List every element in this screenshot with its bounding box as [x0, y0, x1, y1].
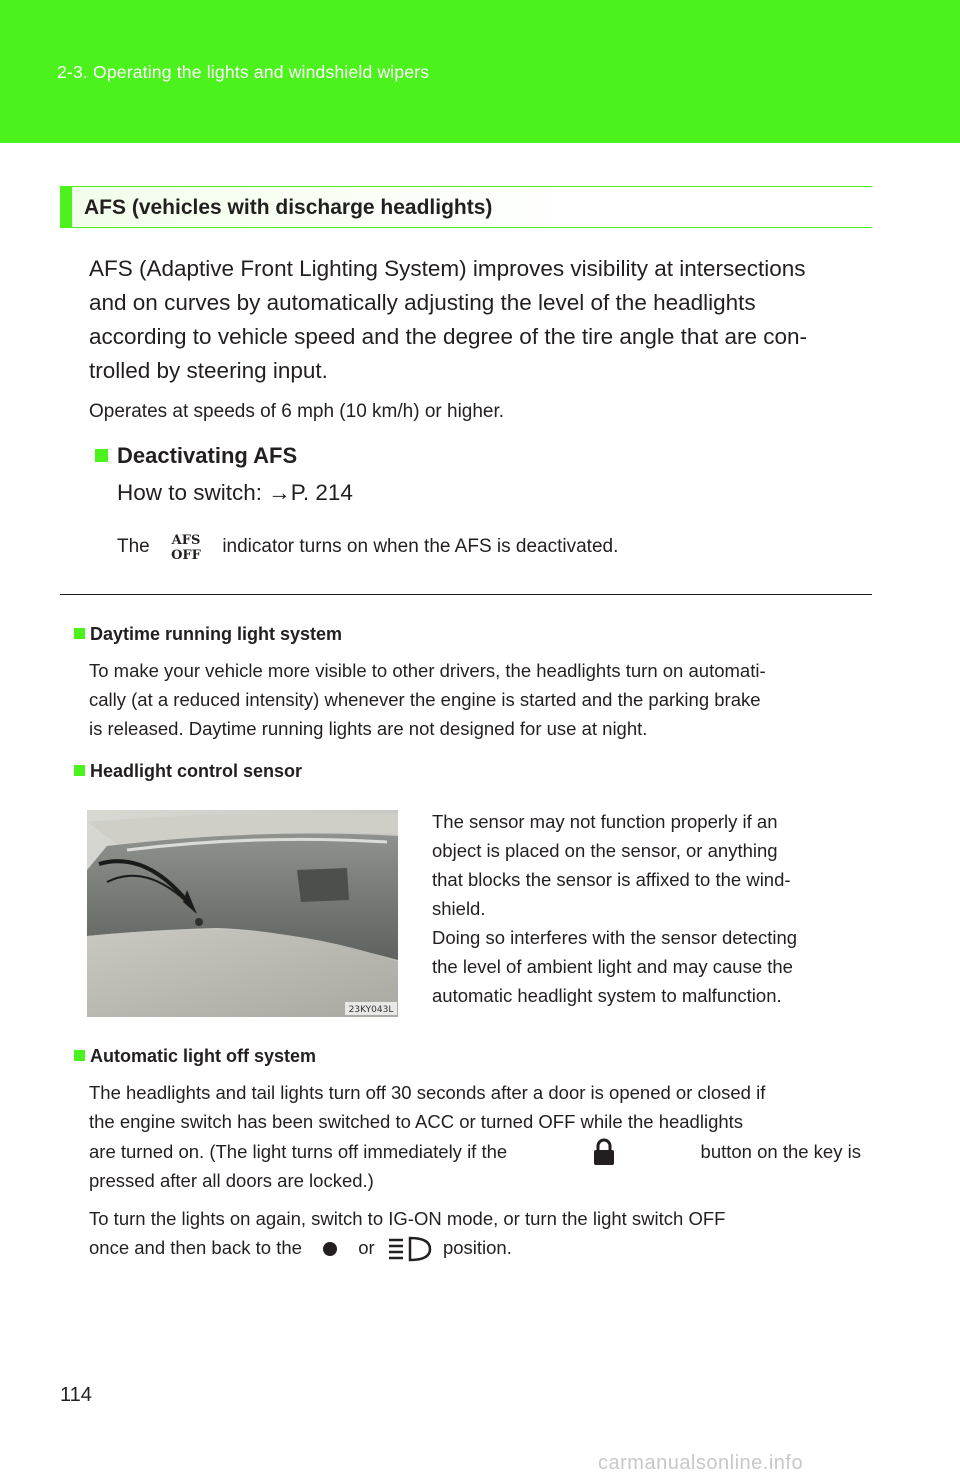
how-to-switch-line — [117, 480, 353, 506]
note-line: The headlights and tail lights turn off 30 seconds after a door is opened or closed if — [89, 1082, 766, 1103]
square-bullet-icon — [74, 765, 85, 776]
page-number: 114 — [60, 1384, 92, 1406]
intro-line: and on curves by automatically adjusting the level of the headlights — [89, 290, 756, 315]
text-before-lock: are turned on. (The light turns off immediately if the — [89, 1140, 508, 1162]
headlight-icon — [386, 1236, 432, 1262]
note-body-auto-off — [89, 1078, 861, 1262]
sensor-line: that blocks the sensor is affixed to the wind- — [432, 869, 791, 890]
sensor-line: shield. — [432, 898, 486, 919]
note-line: To turn the lights on again, switch to IG-ON mode, or turn the light switch OFF — [89, 1208, 726, 1229]
how-to-label: How to switch: — [117, 480, 269, 505]
note-body-daytime — [89, 656, 861, 743]
intro-line: AFS (Adaptive Front Lighting System) improves visibility at intersections — [89, 256, 806, 281]
sensor-line: The sensor may not function properly if an — [432, 811, 778, 832]
arrow-icon: → — [268, 480, 291, 505]
indicator-text-before: The — [117, 536, 150, 557]
square-bullet-icon — [74, 1050, 85, 1061]
windshield-illustration — [87, 810, 398, 1017]
header-band — [0, 0, 960, 143]
intro-line: according to vehicle speed and the degree of the tire angle that are con- — [89, 324, 807, 349]
lock-icon — [589, 1136, 619, 1166]
afs-icon-line1: AFS — [171, 533, 201, 548]
speed-note: Operates at speeds of 6 mph (10 km/h) or higher. — [89, 401, 505, 422]
sensor-line: the level of ambient light and may cause the — [432, 956, 793, 977]
photo-code-label: 23KY043L — [348, 1005, 394, 1015]
note-line: cally (at a reduced intensity) whenever the engine is started and the parking brake — [89, 689, 761, 710]
intro-line: trolled by steering input. — [89, 358, 328, 383]
note-heading-sensor — [74, 761, 302, 782]
section-divider — [60, 594, 872, 595]
section-title: AFS (vehicles with discharge headlights) — [84, 196, 493, 219]
indicator-text-after: indicator turns on when the AFS is deactivated. — [222, 536, 619, 557]
text-after-icons: position. — [442, 1237, 512, 1258]
sensor-line: object is placed on the sensor, or anything — [432, 840, 778, 861]
square-bullet-icon — [95, 449, 108, 462]
text-or: or — [358, 1237, 375, 1258]
deactivating-afs-label: Deactivating AFS — [117, 443, 298, 468]
sensor-line: Doing so interferes with the sensor detecting — [432, 927, 798, 948]
section-accent — [60, 187, 72, 227]
sensor-description — [432, 807, 855, 1010]
note-line: is released. Daytime running lights are not designed for use at night. — [89, 718, 648, 739]
afs-icon-line2: OFF — [171, 548, 201, 562]
afs-off-indicator-icon — [163, 530, 209, 562]
note-heading-label: Automatic light off system — [90, 1046, 317, 1066]
text-after-lock: button on the key is — [700, 1140, 861, 1162]
section-heading-bar — [60, 186, 872, 228]
note-line-with-icon — [89, 1136, 861, 1166]
note-heading-daytime — [74, 624, 342, 645]
note-heading-label: Daytime running light system — [90, 624, 343, 644]
sensor-line: automatic headlight system to malfunction. — [432, 985, 782, 1006]
watermark: carmanualsonline.info — [598, 1452, 804, 1474]
square-bullet-icon — [74, 628, 85, 639]
windshield-sensor-photo — [87, 810, 398, 1017]
note-line: the engine switch has been switched to ACC or turned OFF while the headlights — [89, 1111, 744, 1132]
light-dot-icon — [315, 1239, 345, 1259]
text-before-icons: once and then back to the — [89, 1237, 302, 1258]
section-breadcrumb: 2-3. Operating the lights and windshield wipers — [57, 62, 430, 82]
deactivating-afs-heading — [95, 443, 297, 469]
note-heading-auto-off — [74, 1046, 316, 1067]
afs-off-indicator-note — [117, 530, 618, 562]
note-heading-label: Headlight control sensor — [90, 761, 303, 781]
note-line-with-icons — [89, 1233, 861, 1262]
note-line: pressed after all doors are locked.) — [89, 1170, 374, 1191]
note-line: To make your vehicle more visible to other drivers, the headlights turn on automati- — [89, 660, 766, 681]
page-reference-link[interactable]: P. 214 — [290, 480, 353, 505]
afs-intro-paragraph — [89, 252, 866, 388]
